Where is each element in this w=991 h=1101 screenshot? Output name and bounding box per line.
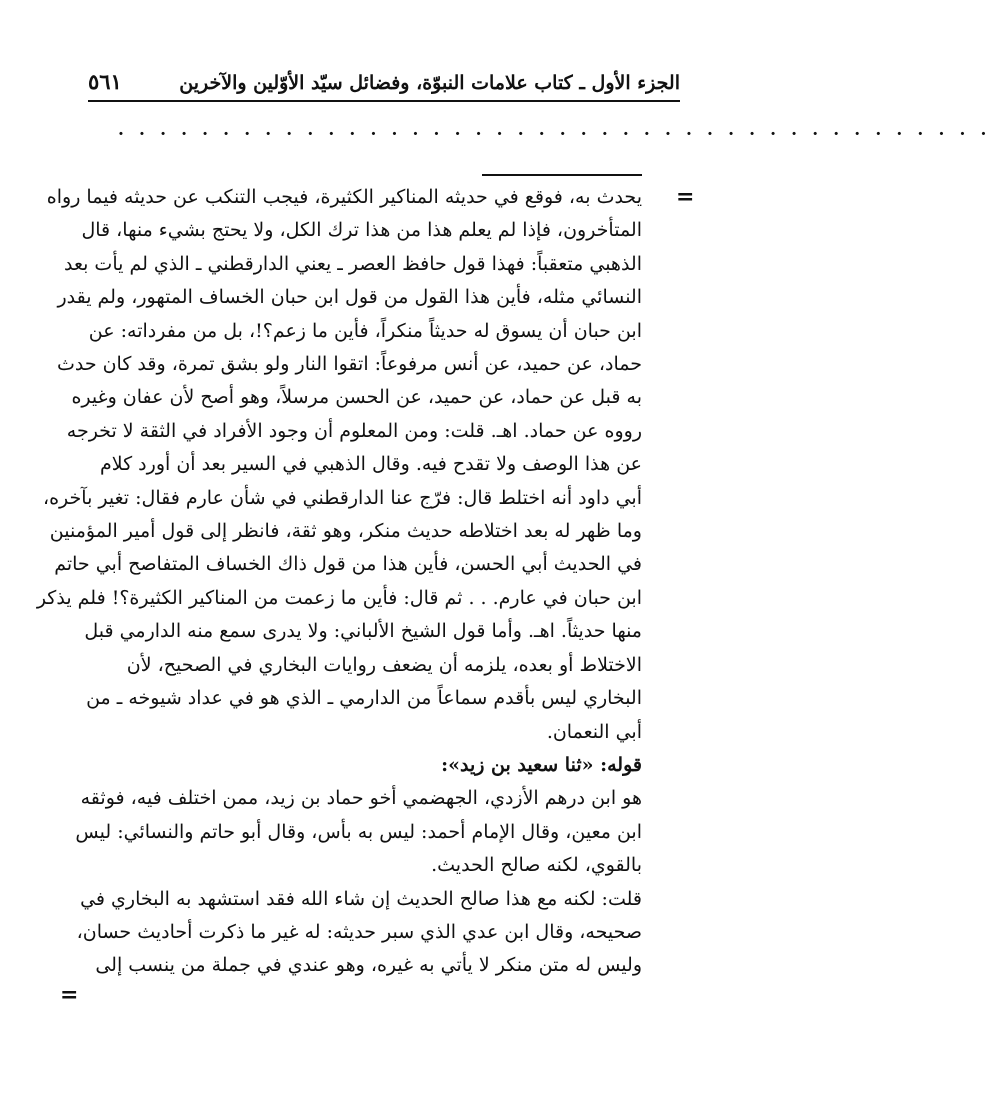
heading-text: قوله: «ثنا سعيد بن زيد»: [441, 753, 642, 776]
text-line: وليس له متن منكر لا يأتي به غيره، وهو عندي في جملة من ينسب إلى [95, 954, 642, 977]
end-continuation-mark: = [60, 982, 79, 1008]
text-line: ابن معين، وقال الإمام أحمد: ليس به بأس، وقال أبو حاتم والنسائي: ليس [75, 820, 642, 843]
text-line: في الحديث أبي الحسن، فأين هذا من قول ذاك الخساف المتفاصح أبي حاتم [54, 553, 642, 576]
text-line: أبي داود أنه اختلط قال: فرّج عنا الدارقطني في شأن عارم فقال: تغير بآخره، [42, 486, 642, 509]
text-line: قلت: لكنه مع هذا صالح الحديث إن شاء الله فقد استشهد به البخاري في [80, 887, 642, 910]
text-line: عن هذا الوصف ولا تقدح فيه. وقال الذهبي في السير بعد أن أورد كلام [100, 453, 642, 476]
text-line: أبي النعمان. [546, 720, 642, 743]
text-line: به قبل عن حماد، عن حميد، عن الحسن مرسلاً، وهو أصح لأن عفان وغيره [71, 386, 642, 409]
text-line: منها حديثاً. اهـ. وأما قول الشيخ الألباني: ولا يدرى سمع منه الدارمي قبل [84, 620, 642, 643]
paragraph-1 [36, 181, 642, 749]
paragraph-2 [75, 782, 642, 882]
text-line: الاختلاط أو بعده، يلزمه أن يضعف روايات البخاري في الصحيح، لأن [126, 653, 642, 676]
text-line: النسائي مثله، فأين هذا القول من قول ابن حبان الخساف المتهور، ولم يقدر [57, 286, 642, 309]
text-line: هو ابن درهم الأزدي، الجهضمي أخو حماد بن زيد، ممن اختلف فيه، فوثقه [80, 787, 642, 810]
text-line: حماد، عن حميد، عن أنس مرفوعاً: اتقوا النار ولو بشق تمرة، وقد كان حدث [56, 353, 642, 376]
text-line: صحيحه، وقال ابن عدي الذي سبر حديثه: له غير ما ذكرت أحاديث حسان، [76, 920, 642, 943]
page-header [88, 62, 680, 102]
footnote-rule [482, 174, 642, 176]
text-line: يحدث به، فوقع في حديثه المناكير الكثيرة، فيجب التنكب عن حديثه فيما رواه [46, 186, 642, 208]
dotted-separator: . . . . . . . . . . . . . . . . . . . . . . . . . . . . . . . . . . . . . . . . . . [118, 120, 991, 140]
running-title: الجزء الأول ـ كتاب علامات النبوّة، وفضائل سيّد الأوّلين والآخرين [179, 72, 680, 94]
continuation-mark: = [676, 184, 695, 210]
text-line: ابن حبان في عارم. . . ثم قال: فأين ما زعمت من المناكير الكثيرة؟! فلم يذكر [36, 586, 642, 609]
text-line: البخاري ليس بأقدم سماعاً من الدارمي ـ الذي هو في عداد شيوخه ـ من [86, 687, 642, 710]
text-line: وما ظهر له بعد اختلاطه حديث منكر، وهو ثقة، فانظر إلى قول أمير المؤمنين [49, 520, 642, 543]
text-line: المتأخرون، فإذا لم يعلم هذا من هذا ترك الكل، ولا يحتج بشيء منها، قال [81, 219, 642, 242]
page-number: ٥٦١ [88, 69, 122, 94]
paragraph-3 [76, 883, 642, 983]
text-line: الذهبي متعقباً: فهذا قول حافظ العصر ـ يعني الدارقطني ـ الذي لم يأت بعد [63, 252, 642, 275]
text-line: ابن حبان أن يسوق له حديثاً منكراً، فأين ما زعم؟!، بل من مفرداته: عن [88, 319, 642, 342]
text-line: رووه عن حماد. اهـ. قلت: ومن المعلوم أن وجود الأفراد في الثقة لا تخرجه [66, 419, 642, 442]
main-text [36, 181, 642, 983]
section-heading [86, 749, 642, 782]
text-line: بالقوي، لكنه صالح الحديث. [431, 854, 642, 877]
